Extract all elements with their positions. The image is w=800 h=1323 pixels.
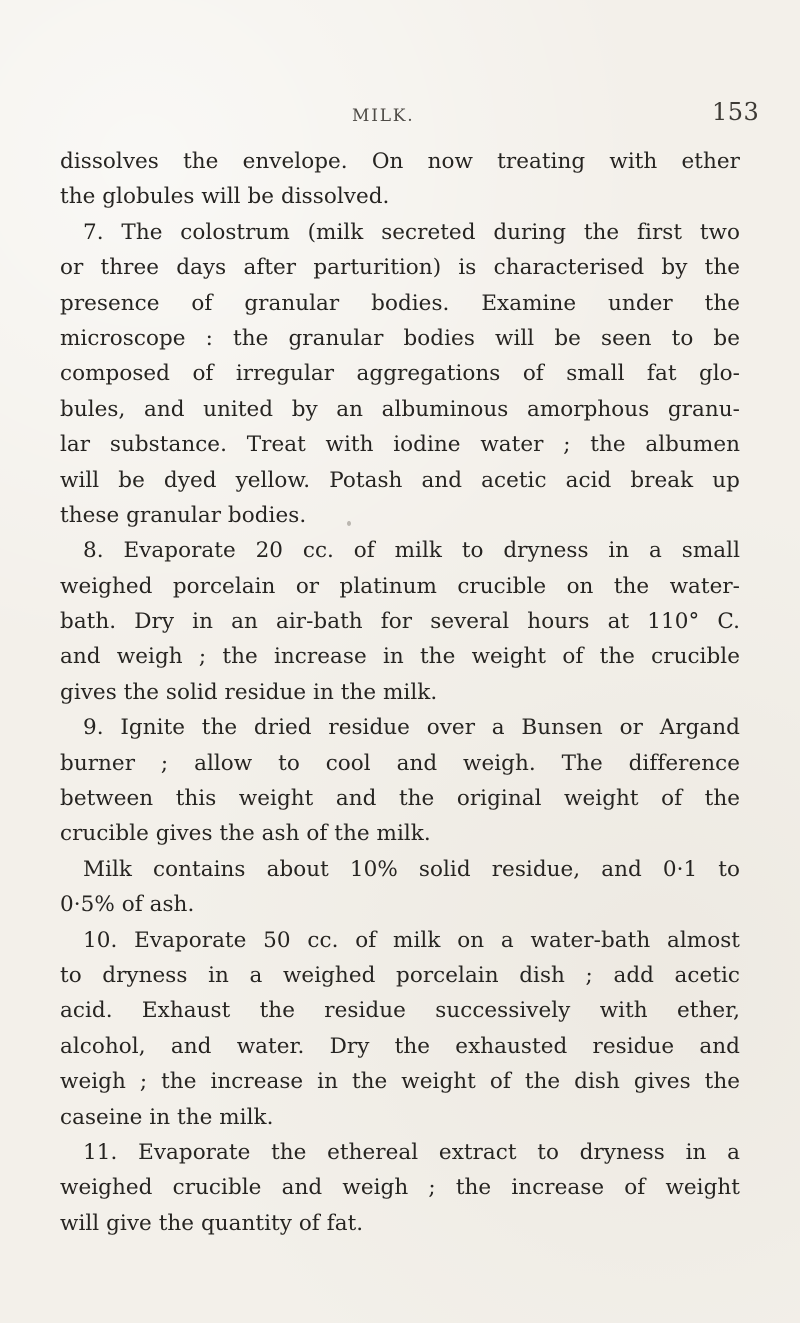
text-line: dissolves the envelope. On now treating with ether bbox=[60, 149, 740, 174]
text-line: alcohol, and water. Dry the exhausted residue and bbox=[60, 1033, 740, 1059]
text-line: acid. Exhaust the residue successively with ether, bbox=[60, 998, 740, 1024]
text-line: will be dyed yellow. Potash and acetic acid break up bbox=[60, 467, 740, 493]
text-line: bath. Dry in an air-bath for several hours at 110° C. bbox=[60, 609, 740, 635]
paper-speck bbox=[347, 521, 351, 526]
text-line: crucible gives the ash of the milk. bbox=[60, 821, 431, 847]
text-line: burner ; allow to cool and weigh. The difference bbox=[60, 750, 740, 776]
text-line: weighed crucible and weigh ; the increase of weight bbox=[60, 1175, 740, 1201]
text-line: 0·5% of ash. bbox=[60, 892, 195, 918]
text-line: caseine in the milk. bbox=[60, 1104, 274, 1130]
body-text bbox=[60, 144, 740, 1241]
text-line: between this weight and the original weight of the bbox=[60, 786, 740, 812]
text-line: microscope : the granular bodies will be seen to be bbox=[60, 325, 740, 351]
text-line: lar substance. Treat with iodine water ; the albumen bbox=[60, 432, 740, 458]
text-line: 9. Ignite the dried residue over a Bunsen or Argand bbox=[83, 715, 740, 741]
text-line: to dryness in a weighed porcelain dish ; add acetic bbox=[60, 962, 740, 988]
text-line: weigh ; the increase in the weight of the dish gives the bbox=[60, 1069, 740, 1095]
text-line: presence of granular bodies. Examine under the bbox=[60, 290, 740, 316]
running-head bbox=[0, 100, 800, 140]
text-line: or three days after parturition) is characterised by the bbox=[60, 255, 740, 281]
text-line: gives the solid residue in the milk. bbox=[60, 679, 438, 705]
text-line: will give the quantity of fat. bbox=[60, 1210, 364, 1236]
text-line: bules, and united by an albuminous amorphous granu- bbox=[60, 396, 740, 422]
text-line: 8. Evaporate 20 cc. of milk to dryness in a small bbox=[83, 538, 740, 564]
section-title: MILK. bbox=[352, 106, 415, 126]
text-line: 7. The colostrum (milk secreted during the first two bbox=[83, 219, 740, 245]
text-line: Milk contains about 10% solid residue, and 0·1 to bbox=[83, 856, 740, 882]
text-line: 10. Evaporate 50 cc. of milk on a water-bath almost bbox=[83, 927, 740, 953]
text-line: the globules will be dissolved. bbox=[60, 184, 390, 210]
text-line: composed of irregular aggregations of small fat glo- bbox=[60, 361, 740, 387]
text-line: and weigh ; the increase in the weight of the crucible bbox=[60, 644, 740, 670]
text-line: 11. Evaporate the ethereal extract to dryness in a bbox=[83, 1139, 740, 1165]
page-number: 153 bbox=[712, 98, 760, 126]
text-line: weighed porcelain or platinum crucible on the water- bbox=[60, 573, 740, 599]
text-line: these granular bodies. bbox=[60, 502, 307, 528]
